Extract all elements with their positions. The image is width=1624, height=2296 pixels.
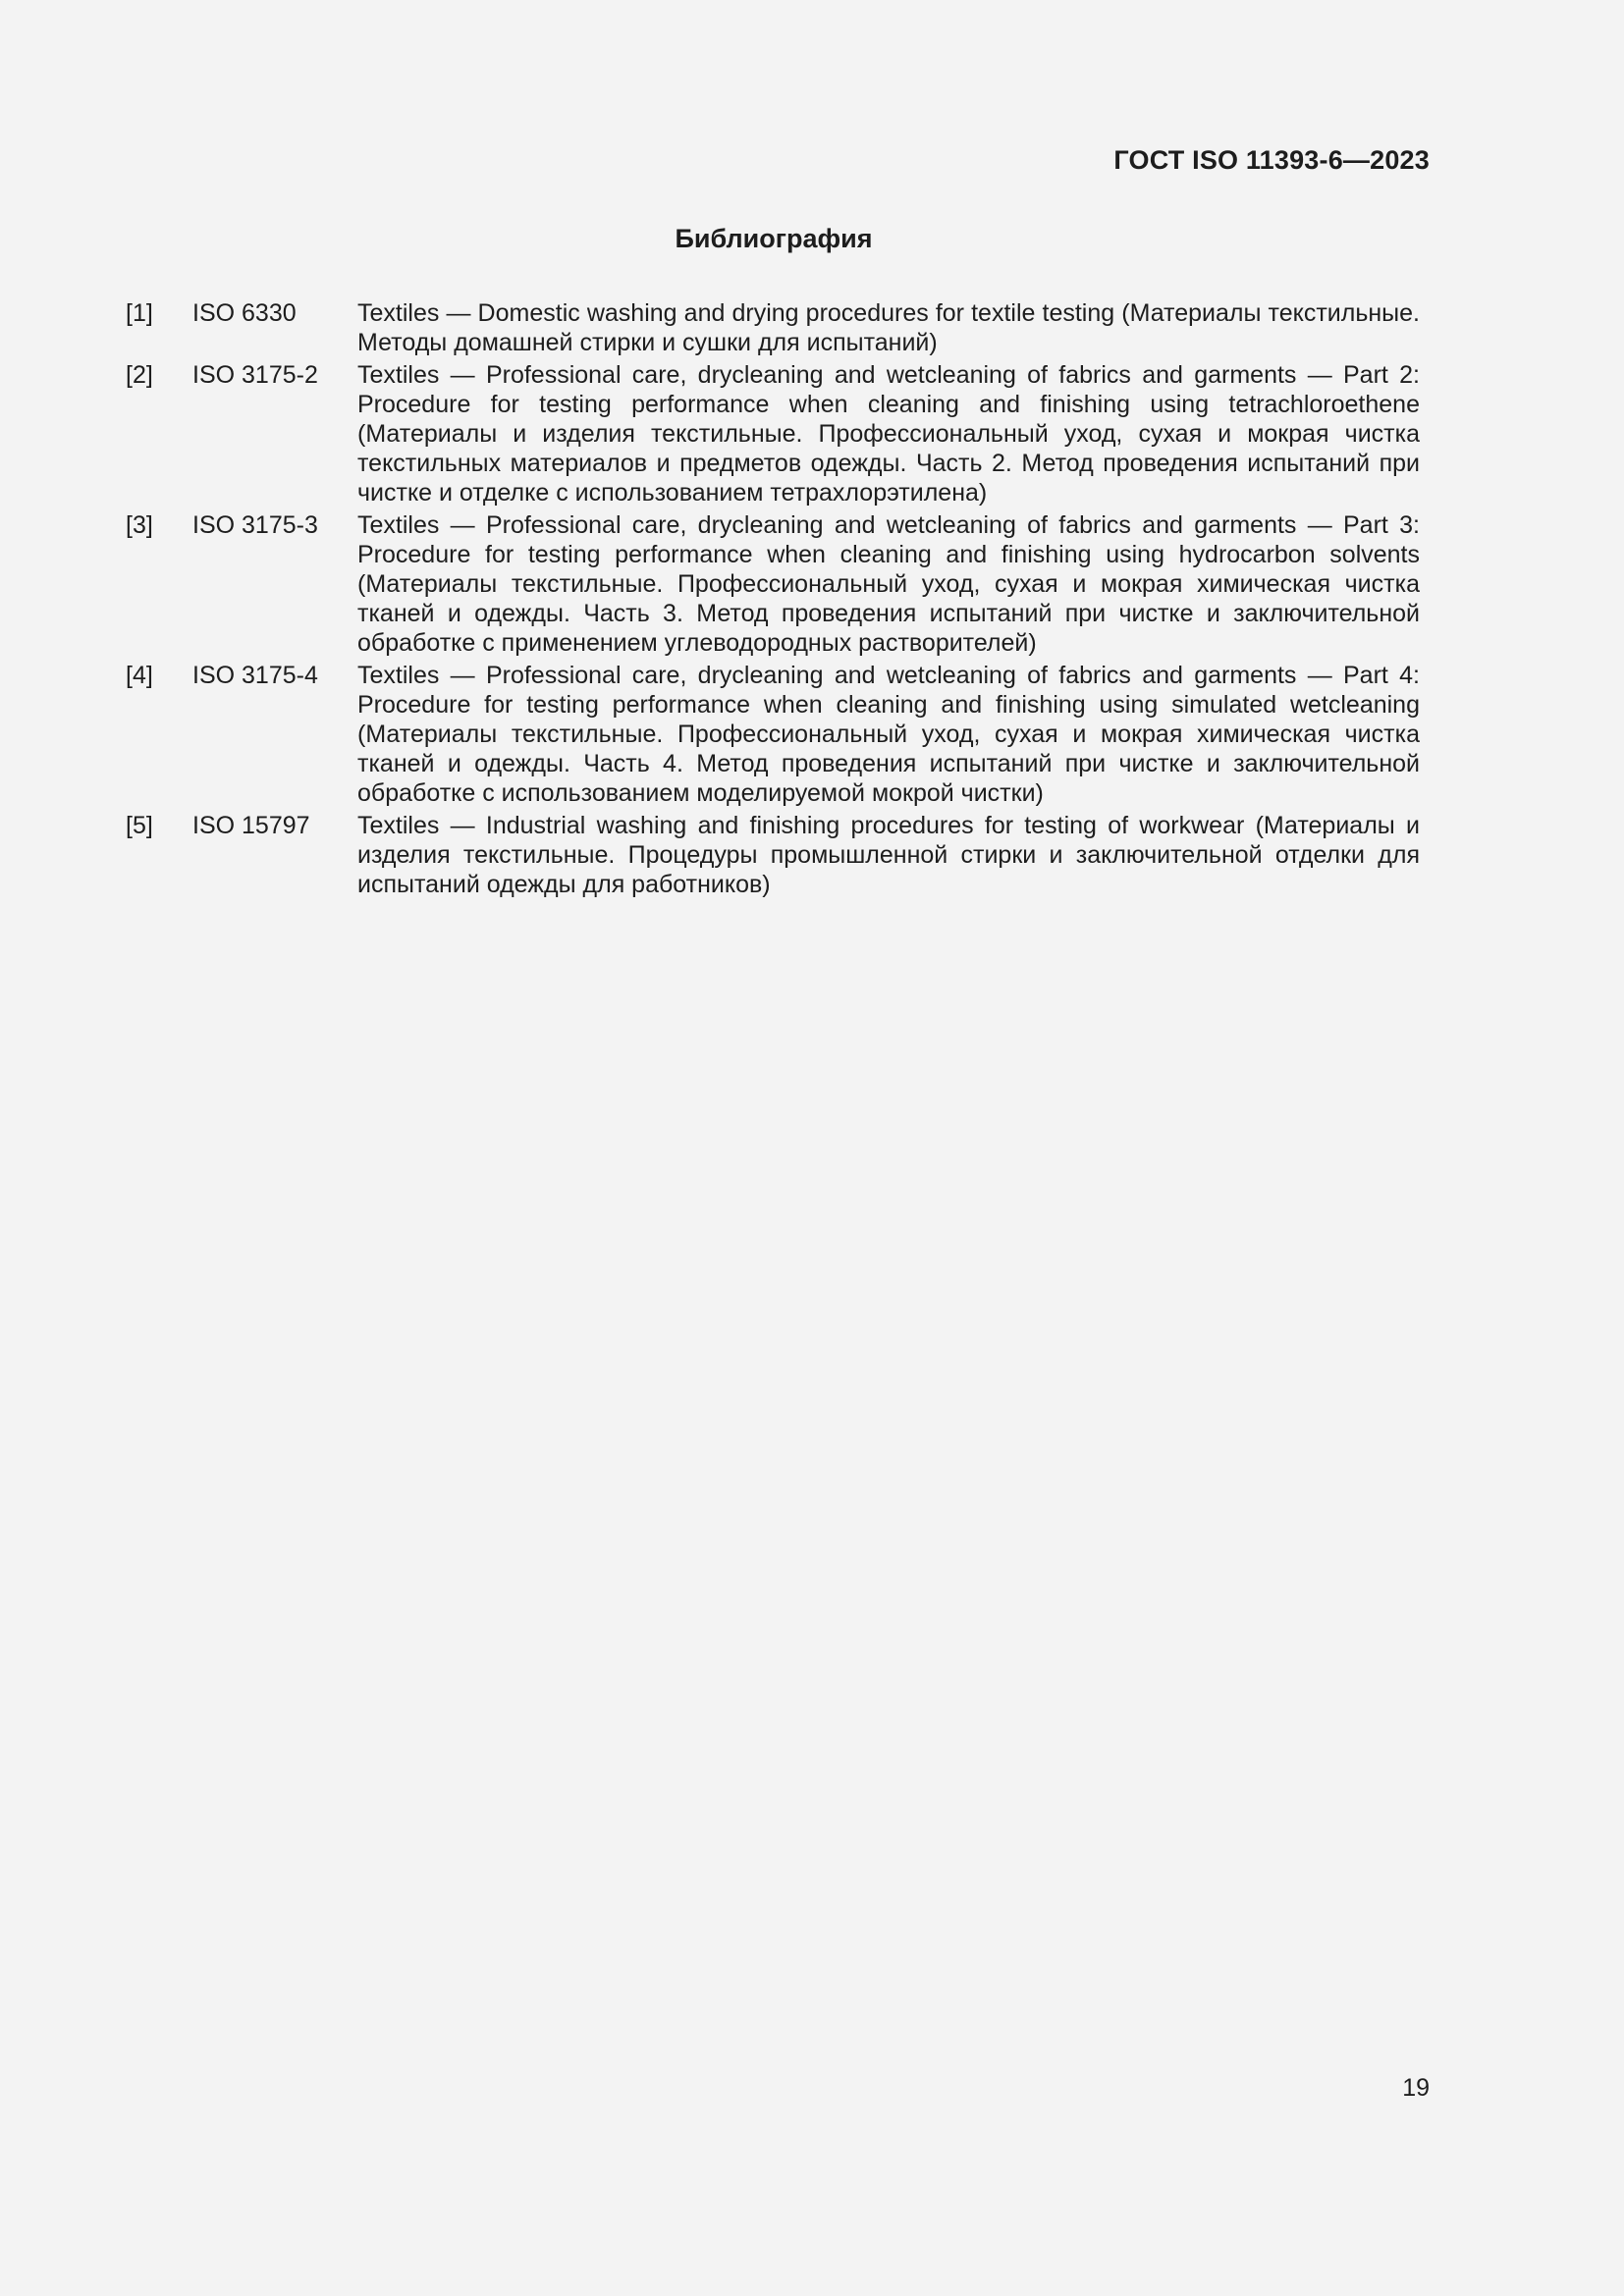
bibliography-entry [126,360,1420,507]
entry-text: Textiles — Professional care, drycleaning and wetcleaning of fabrics and garments — Part 3: Procedure for testing performance when cleaning and finishing using hydrocarbon solvents (Материалы текстильные. Профессиональный уход, сухая и мокрая химическая чистка тканей и одежды. Часть 3. Метод проведения испытаний при чистке и заключительной обработке с применением углеводородных растворителей) [357,511,1420,657]
entry-text: Textiles — Professional care, drycleaning and wetcleaning of fabrics and garments — Part 2: Procedure for testing performance when cleaning and finishing using tetrachloroethene (Материалы и изделия текстильные. Профессиональный уход, сухая и мокрая чистка текстильных материалов и предметов одежды. Часть 2. Метод проведения испытаний при чистке и отделке с использованием тетрахлорэтилена) [357,361,1420,507]
page-number: 19 [1402,2074,1430,2102]
entry-text: Textiles — Domestic washing and drying procedures for textile testing (Материалы текстильные. Методы домашней стирки и сушки для испытаний) [357,299,1420,356]
bibliography-list [126,298,1420,902]
entry-number: [4] [126,662,153,689]
entry-standard: ISO 3175-4 [192,662,318,689]
bibliography-entry [126,811,1420,899]
entry-number: [3] [126,511,153,539]
entry-standard: ISO 6330 [192,299,297,327]
bibliography-entry [126,661,1420,808]
entry-text: Textiles — Industrial washing and finishing procedures for testing of workwear (Материалы и изделия текстильные. Процедуры промышленной стирки и заключительной отделки для испытаний одежды для работников) [357,812,1420,898]
entry-text: Textiles — Professional care, drycleaning and wetcleaning of fabrics and garments — Part 4: Procedure for testing performance when cleaning and finishing using simulated wetcleaning (Материалы текстильные. Профессиональный уход, сухая и мокрая химическая чистка тканей и одежды. Часть 4. Метод проведения испытаний при чистке и заключительной обработке с использованием моделируемой мокрой чистки) [357,662,1420,807]
section-title: Библиография [675,224,873,253]
entry-number: [5] [126,812,153,839]
bibliography-entry [126,510,1420,658]
entry-standard: ISO 3175-2 [192,361,318,389]
entry-standard: ISO 3175-3 [192,511,318,539]
document-standard-id: ГОСТ ISO 11393-6—2023 [1113,145,1430,175]
bibliography-entry [126,298,1420,357]
entry-number: [1] [126,299,153,327]
entry-number: [2] [126,361,153,389]
entry-standard: ISO 15797 [192,812,310,839]
